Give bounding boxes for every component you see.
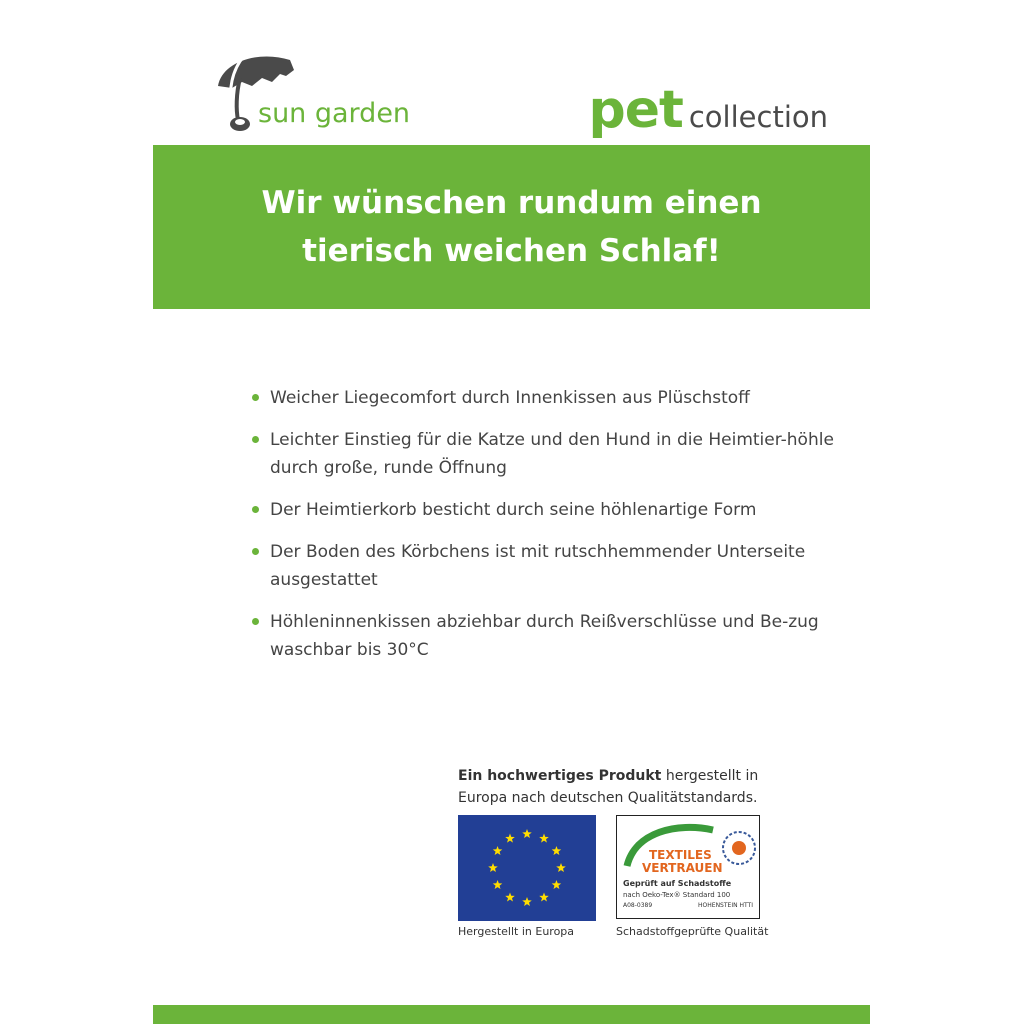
star-icon bbox=[505, 834, 515, 843]
sun-garden-logo bbox=[214, 48, 411, 138]
star-icon bbox=[493, 846, 503, 855]
bullet-icon bbox=[252, 618, 259, 625]
headline-banner bbox=[153, 145, 870, 309]
star-icon bbox=[539, 834, 549, 843]
list-item bbox=[250, 384, 850, 412]
star-icon bbox=[539, 892, 549, 901]
list-item bbox=[250, 608, 850, 664]
feature-text: Leichter Einstieg für die Katze und den Hund in die Heimtier-höhle durch große, runde Öffnung bbox=[270, 430, 834, 478]
quality-rest: hergestellt in Europa nach deutschen Qualitätstandards. bbox=[458, 768, 759, 806]
oeko-subtitle: Geprüft auf Schadstoffe bbox=[623, 879, 732, 888]
oeko-tex-badge bbox=[616, 815, 760, 919]
quality-statement bbox=[458, 765, 798, 809]
collection-wordmark: collection bbox=[688, 100, 828, 134]
feature-text: Höhleninnenkissen abziehbar durch Reißverschlüsse und Be-zug waschbar bis 30°C bbox=[270, 612, 819, 660]
oeko-caption: Schadstoffgeprüfte Qualität bbox=[616, 925, 769, 938]
feature-text: Der Boden des Körbchens ist mit rutschhemmender Unterseite ausgestattet bbox=[270, 542, 806, 590]
sun-garden-wordmark: sun garden bbox=[258, 98, 411, 129]
star-icon bbox=[552, 846, 562, 855]
eu-stars-icon bbox=[458, 815, 596, 921]
footer-bar bbox=[153, 1005, 870, 1024]
quality-bold: Ein hochwertiges Produkt bbox=[458, 768, 662, 784]
oeko-title-2: VERTRAUEN bbox=[642, 861, 723, 875]
oeko-code: A08-0389 bbox=[623, 902, 653, 909]
oeko-standard: nach Oeko-Tex® Standard 100 bbox=[623, 891, 731, 899]
star-icon bbox=[556, 863, 566, 872]
bullet-icon bbox=[252, 548, 259, 555]
oeko-title-1: TEXTILES bbox=[649, 848, 712, 862]
oeko-institute: HOHENSTEIN HTTI bbox=[698, 902, 753, 909]
feature-text: Weicher Liegecomfort durch Innenkissen aus Plüschstoff bbox=[270, 388, 750, 408]
list-item bbox=[250, 538, 850, 594]
feature-text: Der Heimtierkorb besticht durch seine höhlenartige Form bbox=[270, 500, 757, 520]
star-icon bbox=[505, 892, 515, 901]
eu-flag bbox=[458, 815, 596, 921]
pet-wordmark: pet bbox=[588, 80, 683, 140]
bullet-icon bbox=[252, 506, 259, 513]
headline-text: Wir wünschen rundum einen tierisch weichen Schlaf! bbox=[261, 185, 762, 269]
bullet-icon bbox=[252, 436, 259, 443]
star-icon bbox=[488, 863, 498, 872]
list-item bbox=[250, 496, 850, 524]
eu-caption: Hergestellt in Europa bbox=[458, 925, 575, 938]
star-icon bbox=[522, 829, 532, 838]
star-icon bbox=[493, 880, 503, 889]
bullet-icon bbox=[252, 394, 259, 401]
feature-list bbox=[250, 384, 850, 678]
pet-collection-logo bbox=[589, 80, 829, 140]
star-icon bbox=[552, 880, 562, 889]
star-icon bbox=[522, 897, 532, 906]
list-item bbox=[250, 426, 850, 482]
